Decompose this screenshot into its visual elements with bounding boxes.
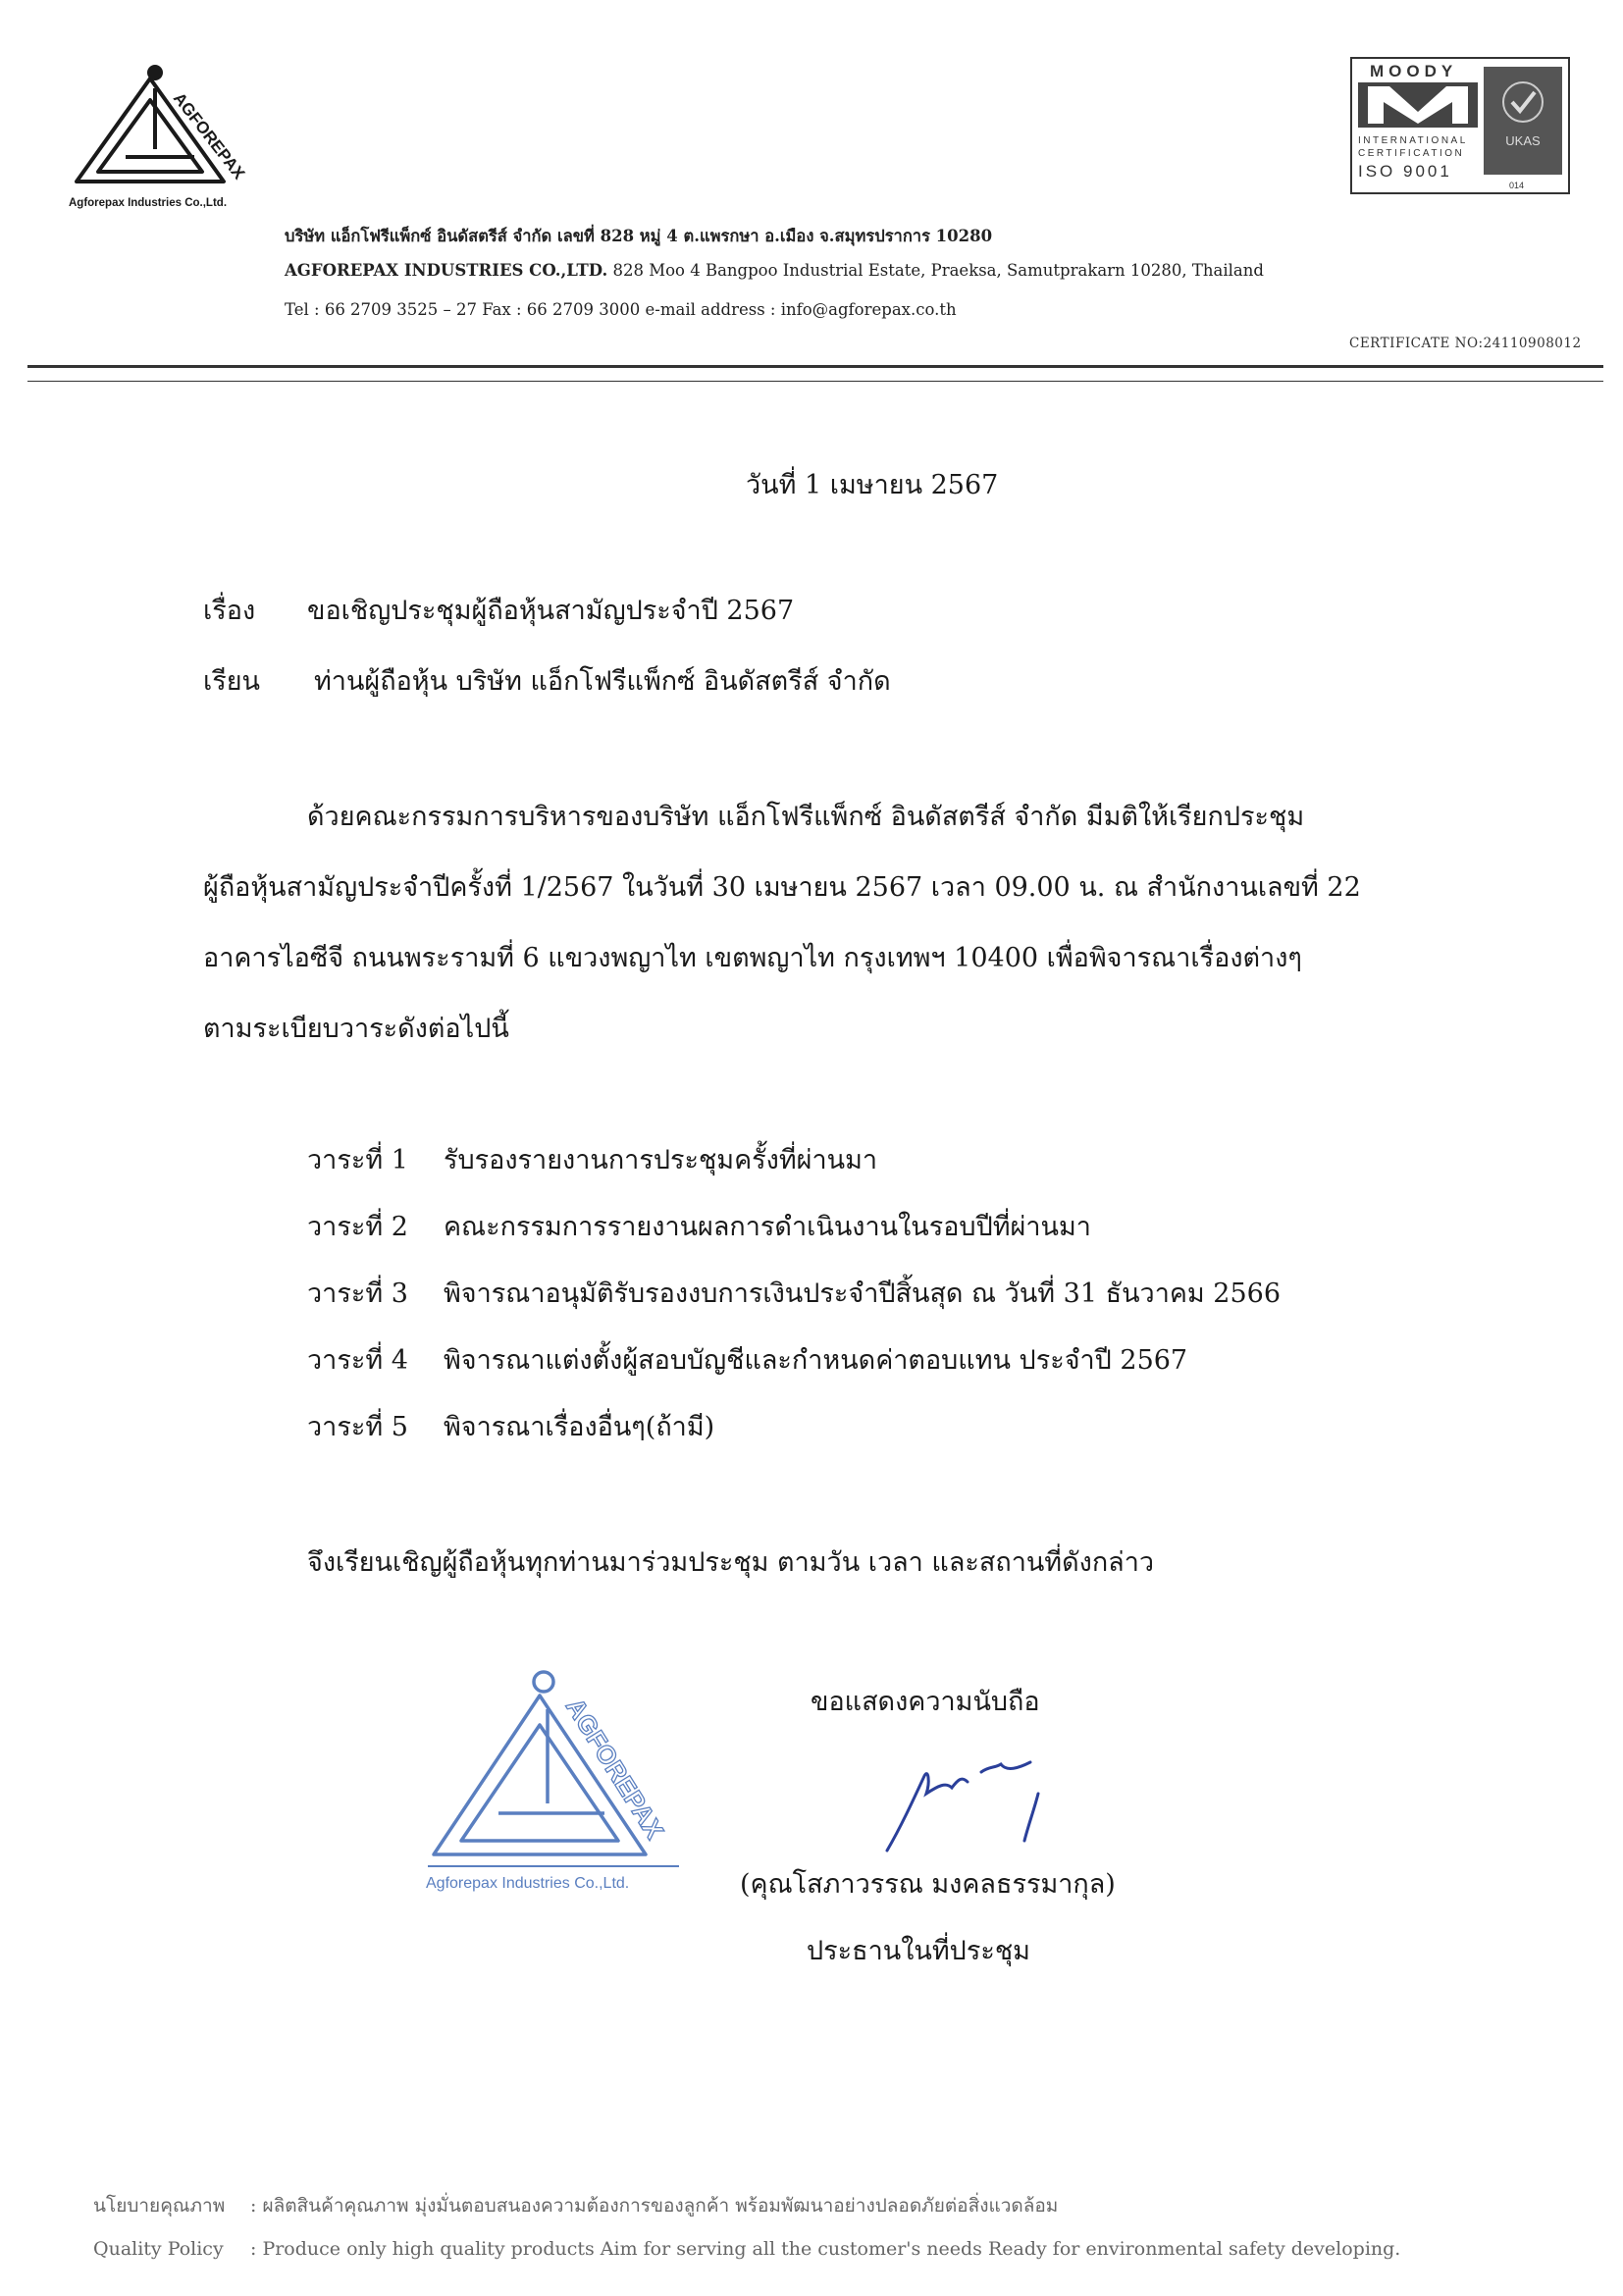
agenda-label: วาระที่ 4 xyxy=(307,1345,408,1376)
body-line: ตามระเบียบวาระดังต่อไปนี้ xyxy=(203,1014,509,1044)
header-divider-thin xyxy=(27,381,1603,382)
recipient-label: เรียน xyxy=(203,666,261,697)
letter-date: วันที่ 1 เมษายน 2567 xyxy=(746,470,999,500)
letterhead-thai-address: บริษัท แอ็กโฟรีแพ็กซ์ อินดัสตรีส์ จำกัด เลขที่ 828 หมู่ 4 ต.แพรกษา อ.เมือง จ.สมุทรปราการ 10280 xyxy=(285,227,993,245)
signer-name: (คุณโสภาวรรณ มงคลธรรมากุล) xyxy=(740,1869,1116,1900)
body-line: อาคารไอซีจี ถนนพระรามที่ 6 แขวงพญาไท เขตพญาไท กรุงเทพฯ 10400 เพื่อพิจารณาเรื่องต่างๆ xyxy=(203,943,1302,973)
signature-mark xyxy=(873,1747,1070,1854)
iso-certification-mark xyxy=(1350,57,1570,194)
company-name-en: AGFOREPAX INDUSTRIES CO.,LTD. xyxy=(285,261,608,280)
cert-line-2: CERTIFICATION xyxy=(1358,148,1465,159)
body-line: ผู้ถือหุ้นสามัญประจำปีครั้งที่ 1/2567 ในวันที่ 30 เมษายน 2567 เวลา 09.00 น. ณ สำนักงานเลขที่ 22 xyxy=(203,872,1361,903)
agenda-label: วาระที่ 1 xyxy=(307,1145,408,1175)
company-stamp xyxy=(412,1648,697,1896)
quality-policy-english-label: Quality Policy xyxy=(93,2238,224,2260)
quality-policy-english xyxy=(93,2238,1400,2260)
address-en: 828 Moo 4 Bangpoo Industrial Estate, Praeksa, Samutprakarn 10280, Thailand xyxy=(612,261,1264,280)
agenda-item: พิจารณาอนุมัติรับรองงบการเงินประจำปีสิ้นสุด ณ วันที่ 31 ธันวาคม 2566 xyxy=(444,1278,1282,1309)
quality-policy-thai-text: : ผลิตสินค้าคุณภาพ มุ่งมั่นตอบสนองความต้องการของลูกค้า พร้อมพัฒนาอย่างปลอดภัยต่อสิ่งแวดล้อม xyxy=(250,2195,1059,2217)
closing-text: ขอแสดงความนับถือ xyxy=(811,1687,1040,1717)
cert-code: 014 xyxy=(1509,181,1525,190)
letterhead-english-address xyxy=(285,261,1264,280)
letterhead-contact: Tel : 66 2709 3525 – 27 Fax : 66 2709 3000 e-mail address : info@agforepax.co.th xyxy=(285,300,957,319)
subject-text: ขอเชิญประชุมผู้ถือหุ้นสามัญประจำปี 2567 xyxy=(307,596,795,626)
agenda-label: วาระที่ 3 xyxy=(307,1278,408,1309)
stamp-caption: Agforepax Industries Co.,Ltd. xyxy=(426,1875,630,1892)
cert-line-1: INTERNATIONAL xyxy=(1358,135,1468,146)
subject-label: เรื่อง xyxy=(203,596,256,626)
agenda-item: พิจารณาแต่งตั้งผู้สอบบัญชีและกำหนดค่าตอบแทน ประจำปี 2567 xyxy=(444,1345,1188,1376)
agenda-label: วาระที่ 2 xyxy=(307,1212,408,1242)
agenda-item: รับรองรายงานการประชุมครั้งที่ผ่านมา xyxy=(444,1145,878,1175)
cert-ukas: UKAS xyxy=(1505,133,1541,148)
cert-standard: ISO 9001 xyxy=(1358,162,1452,181)
recipient-text: ท่านผู้ถือหุ้น บริษัท แอ็กโฟรีแพ็กซ์ อินดัสตรีส์ จำกัด xyxy=(314,666,891,697)
cert-brand: MOODY xyxy=(1370,62,1458,80)
agenda-item: คณะกรรมการรายงานผลการดำเนินงานในรอบปีที่ผ่านมา xyxy=(444,1212,1091,1242)
header-divider-thick xyxy=(27,365,1603,368)
stamp-wordmark: AGFOREPAX xyxy=(559,1693,670,1845)
quality-policy-thai-label: นโยบายคุณภาพ xyxy=(93,2195,226,2217)
signer-title: ประธานในที่ประชุม xyxy=(807,1936,1030,1966)
certificate-number: CERTIFICATE NO:24110908012 xyxy=(1349,336,1582,351)
invitation-text: จึงเรียนเชิญผู้ถือหุ้นทุกท่านมาร่วมประชุม ตามวัน เวลา และสถานที่ดังกล่าว xyxy=(307,1547,1155,1578)
company-logo xyxy=(57,59,263,216)
body-line: ด้วยคณะกรรมการบริหารของบริษัท แอ็กโฟรีแพ็กซ์ อินดัสตรีส์ จำกัด มีมติให้เรียกประชุม xyxy=(307,802,1305,832)
quality-policy-english-text: : Produce only high quality products Aim for serving all the customer's needs Ready for environmental safety developing. xyxy=(250,2238,1401,2260)
agenda-label: วาระที่ 5 xyxy=(307,1412,408,1442)
logo-wordmark: AGFOREPAX xyxy=(169,88,249,183)
agenda-item: พิจารณาเรื่องอื่นๆ(ถ้ามี) xyxy=(444,1412,715,1442)
quality-policy-thai xyxy=(93,2191,1058,2220)
logo-caption: Agforepax Industries Co.,Ltd. xyxy=(69,197,228,209)
